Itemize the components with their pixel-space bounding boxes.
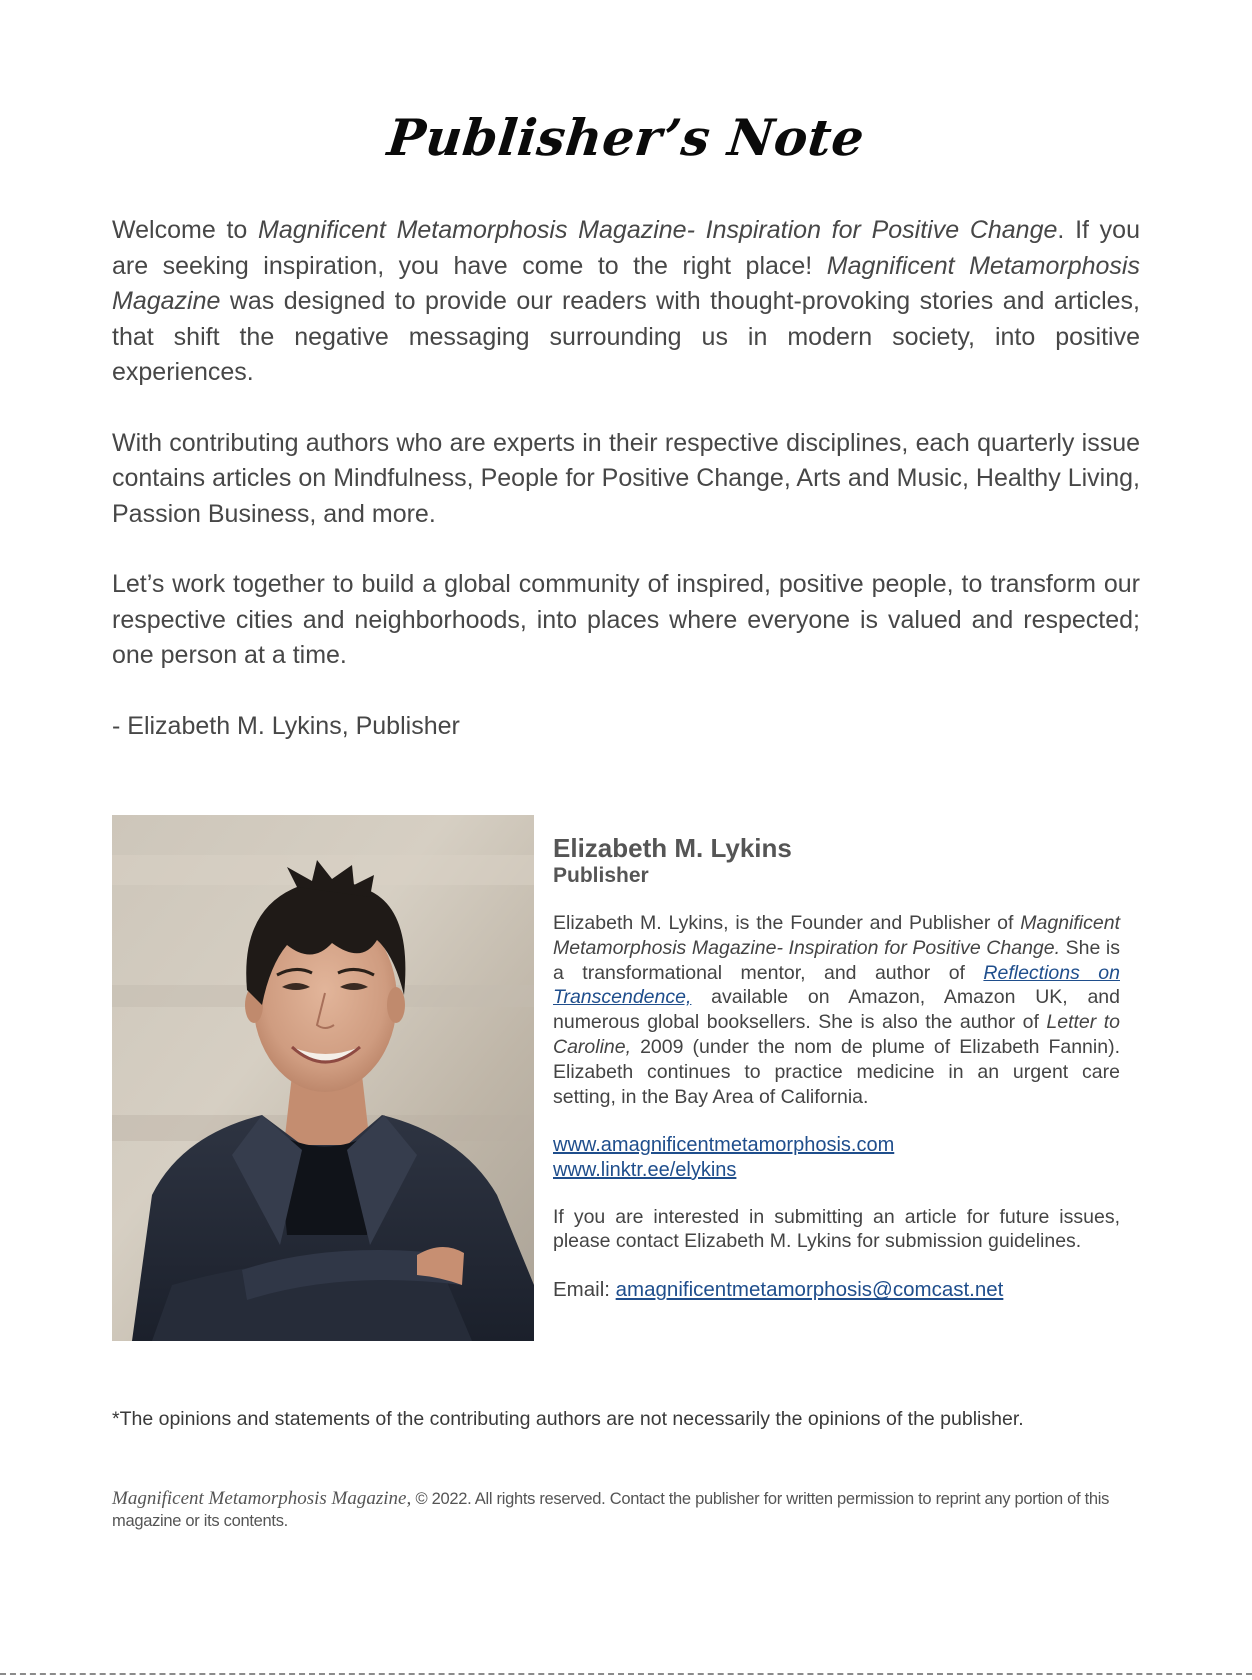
publisher-photo: [112, 815, 534, 1341]
email-label: Email:: [553, 1278, 616, 1302]
page-title: Publisher’s Note: [384, 108, 868, 167]
bio-role: Publisher: [553, 864, 649, 887]
intro-paragraph-3: Let’s work together to build a global community of inspired, positive people, to transform our respective cities and neighborhoods, into places where everyone is valued and respected; one person at a time.: [112, 570, 1140, 669]
portrait-illustration: [112, 815, 534, 1341]
bio-name: Elizabeth M. Lykins: [553, 833, 792, 863]
publisher-bio: [553, 833, 1120, 1303]
website-link[interactable]: www.amagnificentmetamorphosis.com: [553, 1134, 895, 1157]
intro-paragraph-1: Welcome to Magnificent Metamorphosis Magazine- Inspiration for Positive Change. If you are seeking inspiration, you have come to the right place! Magnificent Metamorphosis Magazine was designed to provide our readers with thought-provoking stories and articles, that shift the negative messaging surrounding us in modern society, into positive experiences.: [112, 216, 1140, 386]
submission-note: If you are interested in submitting an article for future issues, please contact Elizabeth M. Lykins for submission guidelines.: [553, 1206, 1120, 1252]
publisher-note-body: [112, 213, 1140, 744]
linktree-link[interactable]: www.linktr.ee/elykins: [553, 1158, 737, 1181]
copyright-magazine-name: Magnificent Metamorphosis Magazine,: [112, 1488, 412, 1509]
magazine-title-italic: Magnificent Metamorphosis Magazine- Inspiration for Positive Change: [258, 216, 1058, 244]
page-cut-line: [0, 1673, 1252, 1675]
publisher-signature: - Elizabeth M. Lykins, Publisher: [112, 711, 460, 740]
email-line: [553, 1277, 1120, 1303]
copyright-notice: Magnificent Metamorphosis Magazine, © 2022. All rights reserved. Contact the publisher for written permission to reprint any portion of this magazine or its contents.: [112, 1488, 1110, 1530]
magazine-name-italic: Magnificent Metamorphosis Magazine: [112, 251, 1140, 315]
disclaimer: *The opinions and statements of the contributing authors are not necessarily the opinions of the publisher.: [112, 1408, 1024, 1430]
intro-paragraph-2: With contributing authors who are experts in their respective disciplines, each quarterly issue contains articles on Mindfulness, People for Positive Change, Arts and Music, Healthy Living, Passion Business, and more.: [112, 428, 1140, 528]
book-link[interactable]: Reflections on Transcendence,: [553, 961, 1120, 1009]
email-link[interactable]: amagnificentmetamorphosis@comcast.net: [615, 1278, 1004, 1302]
bio-paragraph: Elizabeth M. Lykins, is the Founder and Publisher of Magnificent Metamorphosis Magazine- Inspiration for Positive Change. She is a transformational mentor, and author of Reflections on Transcendence, available on Amazon, Amazon UK, and numerous global booksellers. She is also the author of Letter to Caroline, 2009 (under the nom de plume of Elizabeth Fannin). Elizabeth continues to practice medicine in an urgent care setting, in the Bay Area of California.: [553, 912, 1121, 1108]
website-links: [553, 1133, 1120, 1182]
